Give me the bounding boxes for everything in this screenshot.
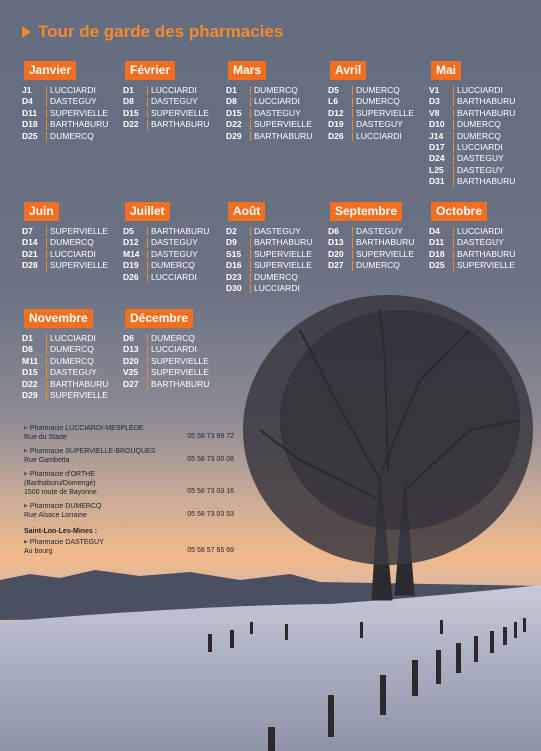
- duty-row: [22, 333, 122, 344]
- month-label: Mars: [228, 61, 266, 80]
- duty-day: D23: [226, 271, 242, 282]
- duty-pharmacy: SUPERVIELLE: [254, 260, 312, 271]
- separator: [453, 86, 454, 95]
- duty-row: [22, 249, 122, 260]
- separator: [46, 238, 47, 247]
- page-title: [22, 22, 283, 42]
- duty-pharmacy: LUCCIARDI: [457, 142, 503, 153]
- duty-row: [123, 272, 223, 283]
- duty-day: D15: [22, 367, 38, 378]
- pharmacy-entry: [24, 424, 234, 442]
- separator: [46, 391, 47, 400]
- duty-day: D4: [429, 226, 440, 236]
- duty-row: [328, 237, 428, 248]
- duty-row: [429, 249, 529, 260]
- duty-day: D22: [22, 378, 38, 389]
- duty-day: M11: [22, 355, 39, 366]
- duty-day: D19: [123, 260, 139, 271]
- duty-row: [22, 237, 122, 248]
- separator: [250, 97, 251, 106]
- duty-row: [226, 272, 326, 283]
- duty-pharmacy: DUMERCQ: [50, 130, 94, 141]
- month-label: Janvier: [24, 61, 76, 80]
- duty-row: [226, 260, 326, 271]
- duty-pharmacy: DUMERCQ: [356, 260, 400, 271]
- duty-row: [123, 260, 223, 271]
- duty-pharmacy: DUMERCQ: [457, 119, 501, 130]
- separator: [250, 227, 251, 236]
- duty-day: D7: [22, 226, 33, 236]
- duty-row: [429, 165, 529, 176]
- duty-pharmacy: DASTEGUY: [457, 164, 504, 175]
- duty-day: D20: [328, 248, 344, 259]
- duty-row: [328, 131, 428, 142]
- duty-pharmacy: SUPERVIELLE: [151, 355, 209, 366]
- duty-day: D8: [226, 96, 237, 107]
- duty-row: [22, 96, 122, 107]
- duty-row: [22, 367, 122, 378]
- duty-row: [226, 226, 326, 237]
- duty-pharmacy: DUMERCQ: [50, 344, 94, 355]
- duty-day: D3: [429, 96, 440, 107]
- duty-row: [328, 249, 428, 260]
- duty-day: D26: [328, 130, 344, 141]
- pharmacy-phone: 05 58 73 00 08: [187, 455, 234, 463]
- duty-row: [226, 119, 326, 130]
- duty-row: [328, 85, 428, 96]
- duty-row: [22, 344, 122, 355]
- separator: [46, 357, 47, 366]
- duty-pharmacy: BARTHABURU: [254, 237, 313, 248]
- separator: [453, 177, 454, 186]
- duty-pharmacy: SUPERVIELLE: [356, 248, 414, 259]
- duty-pharmacy: DASTEGUY: [254, 226, 301, 236]
- duty-row: [22, 379, 122, 390]
- duty-day: D22: [123, 119, 139, 130]
- duty-day: D8: [22, 344, 33, 355]
- duty-pharmacy: DASTEGUY: [254, 107, 301, 118]
- duty-day: D10: [429, 119, 445, 130]
- duty-row: [429, 131, 529, 142]
- duty-pharmacy: DUMERCQ: [151, 333, 195, 343]
- pharmacy-phone: 05 58 73 03 53: [187, 510, 234, 518]
- duty-day: V25: [123, 367, 139, 378]
- duty-row: [123, 356, 223, 367]
- separator: [46, 109, 47, 118]
- duty-day: S15: [226, 248, 242, 259]
- duty-row: [22, 356, 122, 367]
- duty-pharmacy: BARTHABURU: [457, 96, 516, 107]
- pharmacy-address: (Barthaburu/Domengé): [24, 479, 96, 487]
- duty-day: D30: [226, 283, 242, 294]
- duty-day: D18: [429, 248, 445, 259]
- duty-row: [123, 333, 223, 344]
- duty-pharmacy: DUMERCQ: [50, 237, 94, 248]
- duty-pharmacy: DASTEGUY: [356, 119, 403, 130]
- pharmacy-address: Au bourg: [24, 547, 53, 555]
- duty-day: D11: [429, 237, 445, 248]
- duty-pharmacy: SUPERVIELLE: [50, 390, 108, 401]
- duty-pharmacy: DUMERCQ: [457, 130, 501, 141]
- duty-day: D31: [429, 176, 445, 187]
- duty-day: D27: [328, 260, 344, 271]
- duty-pharmacy: SUPERVIELLE: [356, 107, 414, 118]
- duty-day: D6: [328, 226, 339, 236]
- separator: [453, 132, 454, 141]
- duty-row: [226, 249, 326, 260]
- separator: [46, 120, 47, 129]
- separator: [453, 143, 454, 152]
- duty-day: D15: [226, 107, 242, 118]
- duty-row: [123, 119, 223, 130]
- pharmacy-entry: [24, 502, 234, 520]
- duty-pharmacy: DASTEGUY: [151, 248, 198, 259]
- separator: [250, 238, 251, 247]
- duty-pharmacy: SUPERVIELLE: [151, 367, 209, 378]
- duty-row: [429, 176, 529, 187]
- duty-day: J1: [22, 85, 32, 95]
- separator: [453, 109, 454, 118]
- duty-pharmacy: LUCCIARDI: [151, 271, 197, 282]
- duty-pharmacy: LUCCIARDI: [254, 96, 300, 107]
- duty-day: D25: [22, 130, 38, 141]
- separator: [46, 250, 47, 259]
- duty-pharmacy: SUPERVIELLE: [254, 119, 312, 130]
- duty-pharmacy: SUPERVIELLE: [151, 107, 209, 118]
- duty-day: D11: [22, 107, 38, 118]
- pharmacy-list: [24, 424, 234, 520]
- duty-row: [22, 390, 122, 401]
- duty-row: [123, 96, 223, 107]
- separator: [147, 97, 148, 106]
- separator: [147, 120, 148, 129]
- duty-pharmacy: LUCCIARDI: [356, 130, 402, 141]
- month-label: Novembre: [24, 309, 93, 328]
- duty-row: [429, 85, 529, 96]
- duty-day: D28: [22, 260, 38, 271]
- duty-row: [226, 237, 326, 248]
- duty-pharmacy: LUCCIARDI: [151, 344, 197, 355]
- duty-day: D9: [226, 237, 237, 248]
- duty-pharmacy: DUMERCQ: [151, 260, 195, 271]
- duty-pharmacy: DUMERCQ: [254, 85, 298, 95]
- duty-row: [123, 237, 223, 248]
- duty-pharmacy: LUCCIARDI: [50, 85, 96, 95]
- duty-day: D2: [226, 226, 237, 236]
- duty-day: D19: [328, 119, 344, 130]
- separator: [352, 120, 353, 129]
- pharmacy-address: Rue du Stade: [24, 433, 67, 441]
- duty-pharmacy: BARTHABURU: [151, 119, 210, 130]
- separator: [453, 97, 454, 106]
- separator: [453, 227, 454, 236]
- duty-day: D4: [22, 96, 33, 107]
- separator: [250, 86, 251, 95]
- pharmacy-phone: 05 58 57 65 69: [187, 546, 234, 554]
- pharmacy-entry: [24, 470, 234, 497]
- separator: [352, 109, 353, 118]
- separator: [46, 132, 47, 141]
- duty-day: D22: [226, 119, 242, 130]
- month-block: [123, 61, 223, 131]
- duty-pharmacy: DASTEGUY: [457, 153, 504, 164]
- pharmacy-entry: [24, 447, 234, 465]
- duty-pharmacy: DUMERCQ: [254, 271, 298, 282]
- duty-row: [429, 108, 529, 119]
- month-block: [328, 202, 428, 272]
- duty-row: [226, 85, 326, 96]
- duty-row: [22, 131, 122, 142]
- month-label: Février: [125, 61, 175, 80]
- pharmacy-address: Rue Alsace Lorraine: [24, 511, 88, 519]
- duty-row: [22, 226, 122, 237]
- duty-day: L25: [429, 164, 444, 175]
- duty-row: [328, 119, 428, 130]
- separator: [453, 166, 454, 175]
- duty-pharmacy: DASTEGUY: [151, 237, 198, 248]
- separator: [46, 368, 47, 377]
- separator: [46, 380, 47, 389]
- duty-day: D8: [123, 96, 134, 107]
- duty-row: [226, 96, 326, 107]
- separator: [147, 261, 148, 270]
- separator: [250, 261, 251, 270]
- duty-day: D24: [429, 153, 445, 164]
- duty-day: D20: [123, 355, 139, 366]
- separator: [352, 238, 353, 247]
- month-label: Juin: [24, 202, 59, 221]
- duty-day: D1: [226, 85, 237, 95]
- separator: [352, 227, 353, 236]
- duty-pharmacy: BARTHABURU: [151, 226, 210, 236]
- duty-row: [22, 119, 122, 130]
- duty-row: [429, 237, 529, 248]
- separator: [147, 380, 148, 389]
- month-label: Octobre: [431, 202, 487, 221]
- separator: [46, 345, 47, 354]
- pharmacy-contacts: [24, 424, 234, 562]
- duty-row: [22, 85, 122, 96]
- month-label: Août: [228, 202, 265, 221]
- duty-pharmacy: BARTHABURU: [457, 248, 516, 259]
- pharmacy-address: 1500 route de Bayonne: [24, 488, 97, 496]
- duty-pharmacy: SUPERVIELLE: [50, 226, 108, 236]
- pharmacy-entry: [24, 538, 234, 556]
- duty-row: [429, 96, 529, 107]
- month-block: [429, 202, 529, 272]
- separator: [46, 97, 47, 106]
- duty-pharmacy: DUMERCQ: [356, 85, 400, 95]
- month-label: Septembre: [330, 202, 402, 221]
- duty-row: [123, 226, 223, 237]
- month-block: [226, 202, 326, 294]
- month-block: [22, 202, 122, 272]
- pharmacy-name: ▶ Pharmacie LUCCIARDI-MESPLEDE: [24, 424, 234, 434]
- separator: [147, 86, 148, 95]
- duty-row: [123, 249, 223, 260]
- separator: [250, 273, 251, 282]
- separator: [147, 368, 148, 377]
- duty-day: V1: [429, 85, 440, 95]
- separator: [147, 238, 148, 247]
- separator: [46, 334, 47, 343]
- month-label: Décembre: [125, 309, 193, 328]
- separator: [46, 261, 47, 270]
- duty-day: D12: [328, 107, 344, 118]
- duty-row: [226, 283, 326, 294]
- duty-pharmacy: SUPERVIELLE: [254, 248, 312, 259]
- duty-pharmacy: DASTEGUY: [151, 96, 198, 107]
- duty-day: D13: [123, 344, 139, 355]
- separator: [147, 227, 148, 236]
- duty-row: [226, 108, 326, 119]
- month-block: [328, 61, 428, 142]
- duty-row: [123, 379, 223, 390]
- separator: [352, 250, 353, 259]
- pharmacy-name: ▶ Pharmacie DASTEGUY: [24, 538, 234, 548]
- duty-pharmacy: LUCCIARDI: [50, 248, 96, 259]
- separator: [453, 261, 454, 270]
- duty-row: [123, 367, 223, 378]
- duty-row: [226, 131, 326, 142]
- duty-day: D1: [123, 85, 134, 95]
- duty-pharmacy: BARTHABURU: [50, 378, 109, 389]
- month-block: [22, 309, 122, 401]
- separator: [250, 120, 251, 129]
- duty-pharmacy: DUMERCQ: [356, 96, 400, 107]
- duty-day: D12: [123, 237, 139, 248]
- month-block: [22, 61, 122, 142]
- separator: [352, 261, 353, 270]
- month-block: [123, 309, 223, 390]
- separator: [147, 357, 148, 366]
- duty-day: D15: [123, 107, 139, 118]
- duty-day: D17: [429, 142, 445, 153]
- month-label: Mai: [431, 61, 461, 80]
- pharmacy-name: ▶ Pharmacie DUMERCQ: [24, 502, 234, 512]
- duty-day: D5: [328, 85, 339, 95]
- duty-pharmacy: BARTHABURU: [254, 130, 313, 141]
- separator: [250, 132, 251, 141]
- duty-pharmacy: BARTHABURU: [50, 119, 109, 130]
- pharmacy-name: ▶ Pharmacie d'ORTHE: [24, 470, 234, 480]
- pharmacy-name: ▶ Pharmacie SUPERVIELLE-BROUQUES: [24, 447, 234, 457]
- duty-day: D5: [123, 226, 134, 236]
- duty-day: D13: [328, 237, 344, 248]
- separator: [147, 273, 148, 282]
- duty-pharmacy: SUPERVIELLE: [50, 107, 108, 118]
- separator: [147, 345, 148, 354]
- duty-row: [328, 226, 428, 237]
- duty-row: [123, 85, 223, 96]
- separator: [147, 250, 148, 259]
- duty-day: D18: [22, 119, 38, 130]
- duty-row: [429, 119, 529, 130]
- duty-pharmacy: LUCCIARDI: [457, 226, 503, 236]
- pharmacy-phone: 05 58 73 69 72: [187, 432, 234, 440]
- duty-day: V8: [429, 107, 440, 118]
- separator: [250, 250, 251, 259]
- duty-pharmacy: SUPERVIELLE: [50, 260, 108, 271]
- duty-day: M14: [123, 248, 140, 259]
- duty-pharmacy: DASTEGUY: [356, 226, 403, 236]
- month-label: Juillet: [125, 202, 170, 221]
- month-block: [226, 61, 326, 142]
- separator: [352, 132, 353, 141]
- duty-day: D6: [123, 333, 134, 343]
- duty-day: D14: [22, 237, 38, 248]
- duty-pharmacy: DASTEGUY: [457, 237, 504, 248]
- duty-pharmacy: BARTHABURU: [151, 378, 210, 389]
- duty-day: D25: [429, 260, 445, 271]
- page-title-text: Tour de garde des pharmacies: [38, 22, 284, 41]
- duty-pharmacy: DASTEGUY: [50, 96, 97, 107]
- duty-day: J14: [429, 130, 444, 141]
- duty-pharmacy: LUCCIARDI: [457, 85, 503, 95]
- duty-day: D26: [123, 271, 139, 282]
- duty-row: [429, 260, 529, 271]
- duty-row: [328, 260, 428, 271]
- duty-day: D27: [123, 378, 139, 389]
- separator: [46, 227, 47, 236]
- duty-row: [22, 108, 122, 119]
- month-label: Avril: [330, 61, 366, 80]
- duty-row: [123, 344, 223, 355]
- separator: [352, 86, 353, 95]
- duty-pharmacy: SUPERVIELLE: [457, 260, 515, 271]
- duty-row: [429, 226, 529, 237]
- separator: [453, 238, 454, 247]
- duty-day: L6: [328, 96, 338, 107]
- separator: [352, 97, 353, 106]
- separator: [453, 120, 454, 129]
- duty-pharmacy: BARTHABURU: [457, 107, 516, 118]
- duty-row: [328, 108, 428, 119]
- month-block: [429, 61, 529, 188]
- duty-pharmacy: LUCCIARDI: [254, 283, 300, 294]
- duty-pharmacy: LUCCIARDI: [50, 333, 96, 343]
- duty-row: [429, 142, 529, 153]
- month-block: [123, 202, 223, 283]
- separator: [453, 154, 454, 163]
- separator: [453, 250, 454, 259]
- duty-pharmacy: BARTHABURU: [356, 237, 415, 248]
- separator: [46, 86, 47, 95]
- duty-day: D1: [22, 333, 33, 343]
- duty-day: D21: [22, 248, 38, 259]
- duty-pharmacy: DUMERCQ: [50, 355, 94, 366]
- duty-day: D29: [226, 130, 242, 141]
- separator: [147, 334, 148, 343]
- duty-row: [328, 96, 428, 107]
- pharmacy-phone: 05 58 73 03 16: [187, 487, 234, 495]
- duty-pharmacy: LUCCIARDI: [151, 85, 197, 95]
- duty-day: D16: [226, 260, 242, 271]
- pharmacy-address: Rue Gambetta: [24, 456, 70, 464]
- duty-pharmacy: BARTHABURU: [457, 176, 516, 187]
- separator: [250, 109, 251, 118]
- separator: [147, 109, 148, 118]
- duty-pharmacy: DASTEGUY: [50, 367, 97, 378]
- triangle-bullet-icon: [22, 26, 31, 38]
- separator: [250, 284, 251, 293]
- duty-row: [429, 153, 529, 164]
- duty-row: [123, 108, 223, 119]
- town-heading: Saint-Lon-Les-Mines :: [24, 528, 98, 536]
- duty-day: D29: [22, 390, 38, 401]
- duty-row: [22, 260, 122, 271]
